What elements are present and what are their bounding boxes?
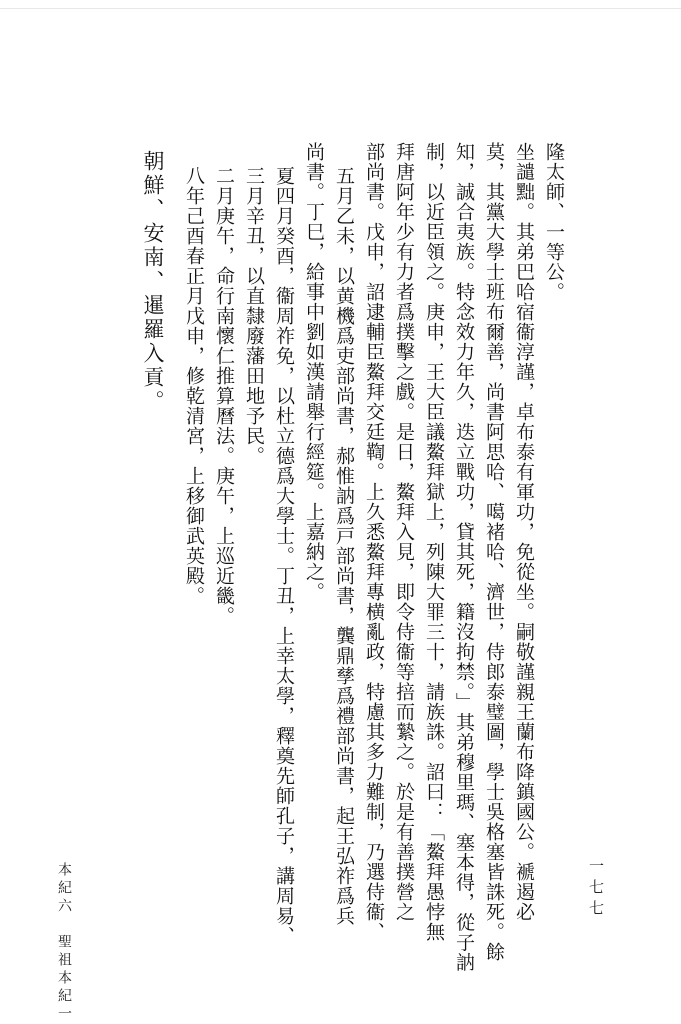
text-column-11: 知，誠合夷族。特念效力年久，迭立戰功，貸其死，籍沒拘禁。」其弟穆里瑪、塞本得，從子訥 [453, 142, 475, 973]
text-column-2: 八年己酉春正月戊申，修乾清宮，上移御武英殿。 [183, 166, 205, 606]
running-folio: 本紀六 聖祖本紀一 [56, 862, 72, 1024]
text-column-12: 莫，其黨大學士班布爾善，尚書阿思哈、噶褚哈、濟世，侍郎泰璧圖，學士吳格塞皆誅死。餘 [483, 142, 505, 962]
text-column-10: 制，以近臣領之。庚申，王大臣議鰲拜獄上，列陳大罪三十，請族誅。詔曰：「鰲拜愚悖無 [423, 142, 445, 942]
text-column-8: 部尚書。戊申，詔逮輔臣鰲拜交廷鞫。上久悉鰲拜專横亂政，特慮其多力難制，乃選侍衞、 [363, 142, 385, 942]
text-column-6: 尚書。丁巳，給事中劉如漢請舉行經筵。上嘉納之。 [303, 142, 325, 602]
page-number: 一七七 [587, 858, 605, 921]
text-column-7: 五月乙未，以黄機爲吏部尚書，郝惟訥爲戸部尚書，龔鼎孳爲禮部尚書，起王弘祚爲兵 [333, 166, 355, 926]
text-column-1: 朝鮮、安南、暹羅入貢。 [141, 150, 165, 414]
text-column-14: 隆太師、一等公。 [543, 142, 565, 302]
top-edge-line [0, 8, 681, 9]
text-column-5: 夏四月癸酉，衞周祚免，以杜立德爲大學士。丁丑，上幸太學，釋奠先師孔子，講周易、 [273, 166, 295, 946]
text-column-4: 三月辛丑，以直隸廢藩田地予民。 [243, 166, 265, 466]
text-column-3: 二月庚午，命行南懷仁推算曆法。庚午，上巡近畿。 [213, 166, 235, 626]
text-column-13: 坐譴黜。其弟巴哈宿衞淳謹，卓布泰有軍功，免從坐。嗣敬謹親王蘭布降鎮國公。褫遏必 [513, 142, 535, 922]
text-column-9: 拜唐阿年少有力者爲撲擊之戲。是日，鰲拜入見，即令侍衞等掊而縶之。於是有善撲營之 [393, 142, 415, 922]
